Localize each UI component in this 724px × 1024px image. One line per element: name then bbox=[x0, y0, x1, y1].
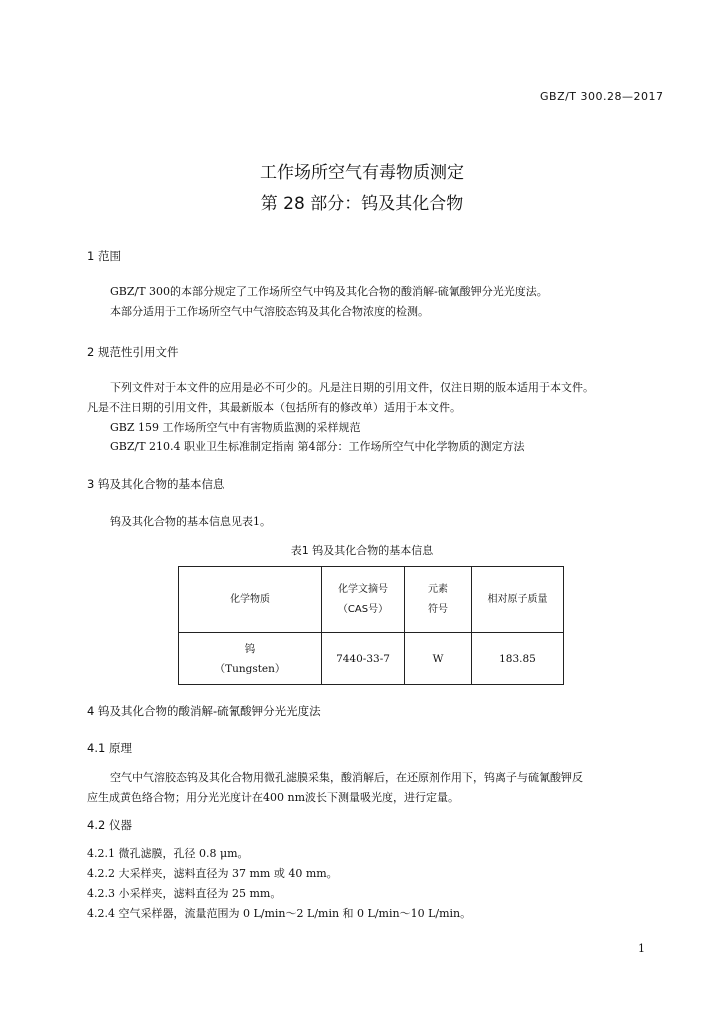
header-substance: 化学物质 bbox=[179, 567, 322, 633]
page-number: 1 bbox=[638, 942, 645, 955]
reference-gbz-t-210-4: GBZ/T 210.4 职业卫生标准制定指南 第4部分：工作场所空气中化学物质的测定方法 bbox=[110, 440, 525, 453]
section-3-heading: 3 钨及其化合物的基本信息 bbox=[87, 477, 225, 491]
section-4-1-paragraph-1: 空气中气溶胶态钨及其化合物用微孔滤膜采集，酸消解后，在还原剂作用下，钨离子与硫氰酸钾反 bbox=[110, 771, 583, 784]
document-title: 工作场所空气有毒物质测定 bbox=[260, 163, 464, 183]
basic-info-table bbox=[178, 566, 564, 685]
cell-symbol: W bbox=[405, 633, 472, 685]
section-2-paragraph-1: 下列文件对于本文件的应用是必不可少的。凡是注日期的引用文件，仅注日期的版本适用于本文件。 bbox=[110, 381, 594, 394]
list-item: 4.2.1 微孔滤膜，孔径 0.8 μm。 bbox=[87, 847, 249, 860]
section-4-1-paragraph-2: 应生成黄色络合物；用分光光度计在400 nm波长下测量吸光度，进行定量。 bbox=[87, 791, 460, 804]
section-4-heading: 4 钨及其化合物的酸消解-硫氰酸钾分光光度法 bbox=[87, 704, 321, 718]
document-subtitle: 第 28 部分：钨及其化合物 bbox=[260, 194, 464, 214]
table-1-caption: 表1 钨及其化合物的基本信息 bbox=[290, 544, 434, 557]
header-cas: 化学文摘号 （CAS号） bbox=[322, 567, 405, 633]
section-4-2-heading: 4.2 仪器 bbox=[87, 818, 132, 832]
reference-gbz-159: GBZ 159 工作场所空气中有害物质监测的采样规范 bbox=[110, 421, 361, 434]
cell-substance: 钨 （Tungsten） bbox=[179, 633, 322, 685]
cell-mass: 183.85 bbox=[472, 633, 564, 685]
section-1-heading: 1 范围 bbox=[87, 249, 121, 263]
section-1-paragraph-2: 本部分适用于工作场所空气中气溶胶态钨及其化合物浓度的检测。 bbox=[110, 305, 429, 318]
standard-code: GBZ/T 300.28—2017 bbox=[540, 90, 664, 103]
list-item: 4.2.2 大采样夹，滤料直径为 37 mm 或 40 mm。 bbox=[87, 867, 338, 880]
table-header-row bbox=[179, 567, 564, 633]
table-row bbox=[179, 633, 564, 685]
section-1-paragraph-1: GBZ/T 300的本部分规定了工作场所空气中钨及其化合物的酸消解-硫氰酸钾分光光度法。 bbox=[110, 285, 548, 298]
section-4-1-heading: 4.1 原理 bbox=[87, 741, 132, 755]
section-2-paragraph-2: 凡是不注日期的引用文件，其最新版本（包括所有的修改单）适用于本文件。 bbox=[87, 401, 461, 414]
header-symbol: 元素 符号 bbox=[405, 567, 472, 633]
header-relative-atomic-mass: 相对原子质量 bbox=[472, 567, 564, 633]
list-item: 4.2.4 空气采样器，流量范围为 0 L/min～2 L/min 和 0 L/min～10 L/min。 bbox=[87, 907, 472, 920]
cell-cas: 7440-33-7 bbox=[322, 633, 405, 685]
section-3-paragraph: 钨及其化合物的基本信息见表1。 bbox=[110, 515, 271, 528]
list-item: 4.2.3 小采样夹，滤料直径为 25 mm。 bbox=[87, 887, 282, 900]
section-2-heading: 2 规范性引用文件 bbox=[87, 345, 179, 359]
